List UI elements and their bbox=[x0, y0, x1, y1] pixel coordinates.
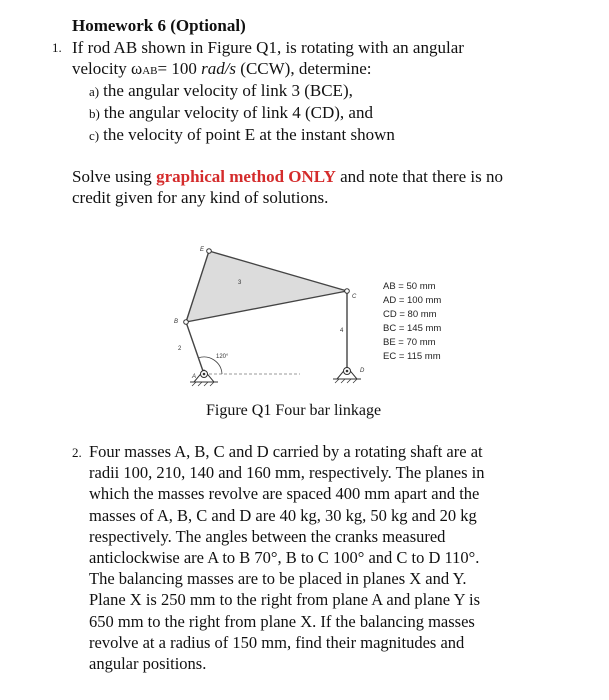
q1-item-a bbox=[89, 80, 353, 101]
q1-number: 1. bbox=[52, 40, 62, 55]
q2-paragraph bbox=[89, 441, 549, 674]
q1-item-b bbox=[89, 102, 373, 123]
q2-line: radii 100, 210, 140 and 160 mm, respectively. The planes in bbox=[89, 463, 485, 483]
q2-line: The balancing masses are to be placed in planes X and Y. bbox=[89, 569, 467, 589]
item-label: c) bbox=[89, 128, 100, 143]
q1-omega-unit: rad/s bbox=[201, 59, 237, 78]
dimension-bc: BC = 145 mm bbox=[383, 323, 442, 334]
dimension-cd: CD = 80 mm bbox=[383, 309, 437, 320]
dimension-ad: AD = 100 mm bbox=[383, 295, 442, 306]
label-link-2: 2 bbox=[178, 346, 182, 352]
item-label: b) bbox=[89, 106, 100, 121]
label-angle: 120° bbox=[216, 354, 229, 360]
q2-line: respectively. The angles between the cranks measured bbox=[89, 526, 446, 546]
solve-emphasis: graphical method ONLY bbox=[156, 167, 336, 186]
q1-solve-line2: credit given for any kind of solutions. bbox=[72, 188, 329, 207]
q2-line: anticlockwise are A to B 70°, B to C 100° and C to D 110°. bbox=[89, 548, 480, 568]
q2-line: masses of A, B, C and D are 40 kg, 30 kg, 50 kg and 20 kg bbox=[89, 505, 477, 525]
item-text: the angular velocity of link 4 (CD), and bbox=[103, 103, 373, 122]
q1-line2 bbox=[72, 58, 372, 82]
q1-line1: If rod AB shown in Figure Q1, is rotating with an angular bbox=[72, 38, 464, 57]
q1-omega-subscript: AB bbox=[142, 65, 158, 77]
joint-b bbox=[184, 320, 189, 325]
joint-e bbox=[207, 249, 212, 254]
q2-line: Four masses A, B, C and D carried by a rotating shaft are at bbox=[89, 442, 483, 461]
solve-text-end: and note that there is no bbox=[335, 167, 503, 186]
label-d: D bbox=[360, 368, 365, 374]
q2-line: angular positions. bbox=[89, 654, 207, 674]
q2-number: 2. bbox=[72, 445, 82, 460]
link-3-triangle bbox=[186, 251, 347, 322]
label-e: E bbox=[200, 247, 205, 253]
solve-text: Solve using bbox=[72, 167, 157, 186]
q2-line: revolve at a radius of 150 mm, find their magnitudes and bbox=[89, 632, 465, 652]
link-2 bbox=[186, 322, 204, 374]
q2-line: which the masses revolve are spaced 400 mm apart and the bbox=[89, 484, 480, 504]
joint-c bbox=[345, 289, 350, 294]
label-c: C bbox=[352, 294, 357, 300]
q2-line: Plane X is 250 mm to the right from plane A and plane Y is bbox=[89, 590, 481, 610]
q2-line: 650 mm to the right from plane X. If the balancing masses bbox=[89, 611, 475, 631]
dimension-be: BE = 70 mm bbox=[383, 337, 436, 348]
dimension-table bbox=[383, 280, 441, 364]
item-text: the angular velocity of link 3 (BCE), bbox=[103, 81, 353, 100]
q1-line2-end: (CCW), determine: bbox=[236, 59, 372, 78]
label-b: B bbox=[174, 319, 179, 325]
label-link-4: 4 bbox=[340, 328, 344, 334]
label-a: A bbox=[192, 374, 197, 380]
q1-item-c bbox=[89, 124, 395, 145]
q1-omega-text: velocity ω bbox=[72, 59, 143, 78]
q1-solve-line1 bbox=[72, 166, 503, 187]
q1-omega-value: = 100 bbox=[157, 59, 202, 78]
item-text: the velocity of point E at the instant shown bbox=[103, 125, 395, 144]
dimension-ec: EC = 115 mm bbox=[383, 351, 441, 362]
label-link-3: 3 bbox=[238, 280, 242, 286]
page-title: Homework 6 (Optional) bbox=[72, 16, 246, 35]
item-label: a) bbox=[89, 84, 100, 99]
figure-caption: Figure Q1 Four bar linkage bbox=[206, 402, 382, 419]
dimension-ab: AB = 50 mm bbox=[383, 281, 436, 292]
ground-pivot-d bbox=[333, 367, 361, 383]
